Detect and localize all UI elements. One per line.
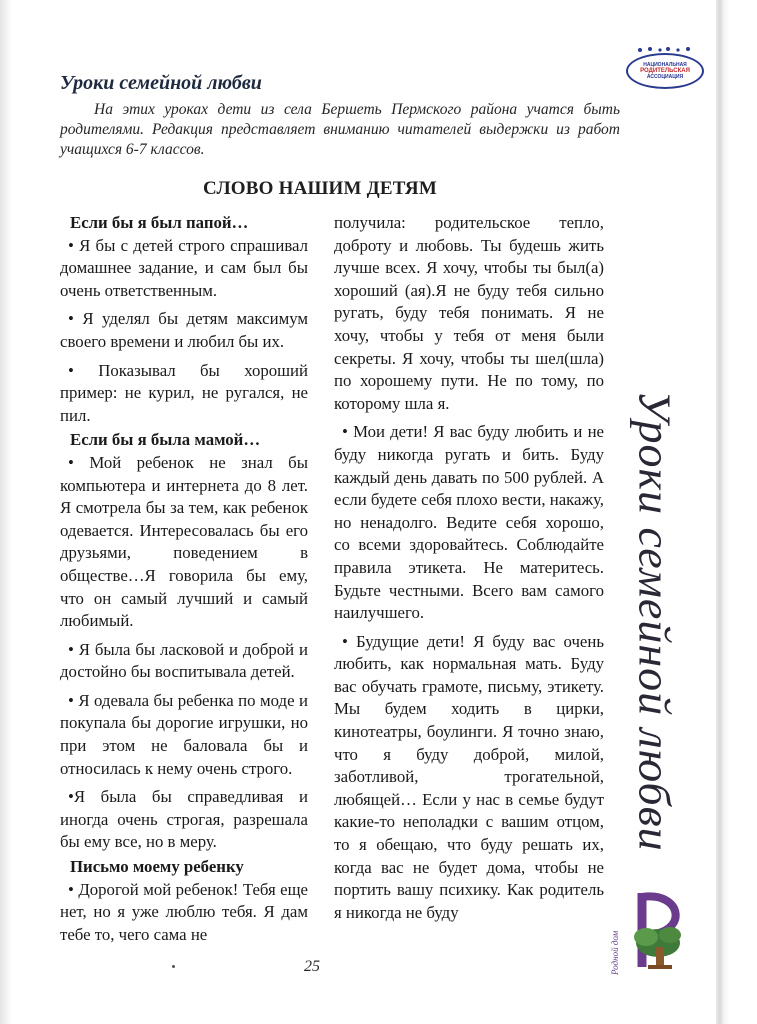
dad-heading: Если бы я был папой… xyxy=(70,213,249,232)
right-column xyxy=(334,212,604,930)
mom-heading: Если бы я была мамой… xyxy=(70,430,261,450)
logo-text-line-3: АССОЦИАЦИЯ xyxy=(646,74,684,80)
mom-item: • Я одевала бы ребенка по моде и покупала бы дорогие игрушки, но при этом не баловала бы и относилась к нему очень строго. xyxy=(60,690,308,778)
mom-item: •Я была бы справедливая и иногда очень строгая, разрешала бы ему все, но в меру. xyxy=(60,787,308,852)
logo-text-line-2: РОДИТЕЛЬСКАЯ xyxy=(640,68,690,74)
letter-start: • Дорогой мой ребенок! Тебя еще нет, но я уже люблю тебя. Я дам тебе то, чего сама не xyxy=(60,879,308,944)
vertical-title xyxy=(619,390,691,852)
logo-ring xyxy=(626,53,704,89)
dad-item: • Я уделял бы детям максимум своего времени и любил бы их. xyxy=(60,309,308,351)
mom-item: • Я была бы ласковой и доброй и достойно бы воспитывала детей. xyxy=(60,639,308,682)
page-edge-shadow xyxy=(0,0,12,1024)
print-speck xyxy=(172,965,175,968)
article-heading: СЛОВО НАШИМ ДЕТЯМ xyxy=(203,178,437,199)
letter-continuation: получила: родительское тепло, доброту и любовь. Ты будешь жить лучше всех. Я хочу, чтобы ты был(а) хороший (ая).Я не буду тебя сильно ругать, буду тебя понимать. Я не хочу, чтобы у тебя от меня были секреты. Я хочу, чтобы ты шел(шла) по хорошему пути. Не по тому, по которому шла я. xyxy=(334,213,604,413)
mom-item: • Мой ребенок не знал бы компьютера и интернета до 8 лет. Я смотрела бы за тем, как ребенок одевается. Интересовалась бы его друзьями, поведением в обществе…Я говорила бы ему, что он самый лучший и самый любимый. xyxy=(60,452,308,631)
vertical-title-text: Уроки семейной любви xyxy=(629,390,681,852)
page-number: 25 xyxy=(304,958,320,975)
dad-item: • Я бы с детей строго спрашивал домашнее задание, и сам был бы очень ответственным. xyxy=(60,235,308,300)
letter-item: • Будущие дети! Я буду вас очень любить, как нормальная мать. Буду вас обучать грамоте, письму, этикету. Мы будем ходить в цирки, кинотеатры, боулинги. Я точно знаю, что я буду доброй, милой, заботливой, трогательной, любящей… Если у нас в семье будут какие-то неполадки с вашим отцом, то я обещаю, что буду решать их, когда вас не будет дома, чтобы не портить вашу психику. Как родитель я никогда не буду xyxy=(334,631,604,922)
logo-text-line-1: НАЦИОНАЛЬНАЯ xyxy=(643,62,687,68)
letter-heading: Письмо моему ребенку xyxy=(70,857,244,877)
dad-item: • Показывал бы хороший пример: не курил, не ругался, не пил. xyxy=(60,360,308,425)
page-binding-strip xyxy=(716,0,757,1024)
letter-item: • Мои дети! Я вас буду любить и не буду никогда ругать и бить. Буду каждый день давать по 500 рублей. А если будете себя плохо вести, накажу, но ненадолго. Ведите себя хорошо, со всеми здоровайтесь. Соблюдайте правила этикета. Не материтесь. Будьте честными. Всего вам самого наилучшего. xyxy=(334,422,604,623)
emblem-caption: Родной дом xyxy=(610,930,620,975)
association-logo xyxy=(626,47,704,91)
section-title: Уроки семейной любви xyxy=(60,72,262,94)
intro-text: На этих уроках дети из села Бершеть Пермского района учатся быть родителями. Редакция представляет вниманию читателей выдержки из работ учащихся 6-7 классов. xyxy=(60,101,620,158)
left-column xyxy=(60,212,308,952)
rodnoy-dom-emblem-icon xyxy=(612,885,694,977)
